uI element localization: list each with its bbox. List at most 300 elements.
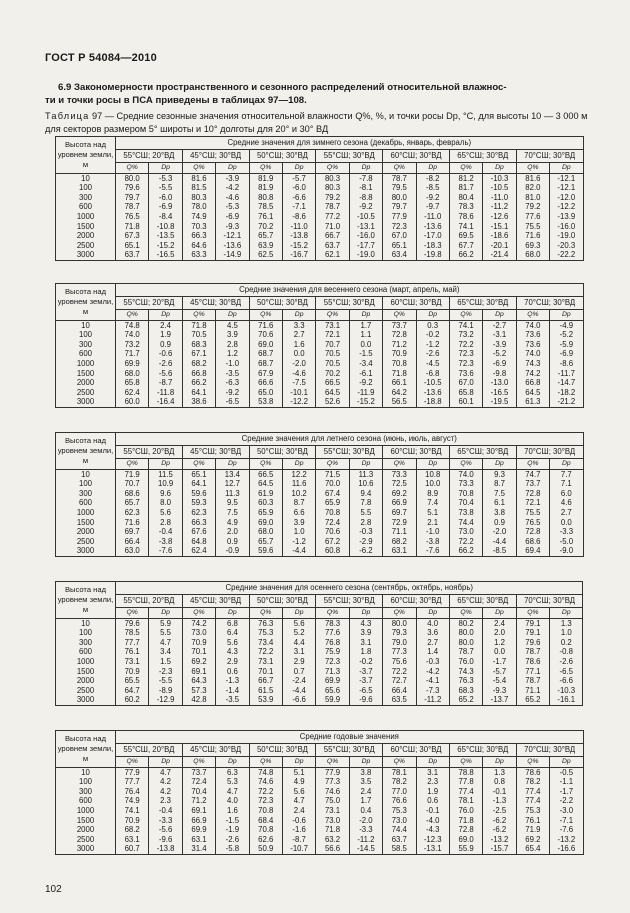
humidity-cell: 71.7 xyxy=(116,349,149,359)
dewpoint-cell: 1.5 xyxy=(149,657,182,667)
table-row xyxy=(56,489,584,499)
region-header: 50°СШ; 30°ВД xyxy=(249,446,316,459)
humidity-cell: 63.4 xyxy=(383,250,416,260)
humidity-cell: 63.3 xyxy=(182,250,215,260)
humidity-subheader: Q% xyxy=(449,310,482,321)
dewpoint-cell: -8.6 xyxy=(550,359,584,369)
dewpoint-cell: -4.0 xyxy=(416,816,449,826)
dewpoint-cell: -5.6 xyxy=(149,825,182,835)
dewpoint-cell: -1.0 xyxy=(216,359,249,369)
humidity-cell: 74.2 xyxy=(516,369,549,379)
region-header: 45°СШ; 30°ВД xyxy=(182,150,249,163)
dewpoint-cell: -11.2 xyxy=(416,695,449,705)
humidity-cell: 79.6 xyxy=(116,618,149,628)
humidity-cell: 72.3 xyxy=(449,359,482,369)
humidity-cell: 79.2 xyxy=(516,202,549,212)
dewpoint-cell: 10.0 xyxy=(416,479,449,489)
dewpoint-cell: -6.6 xyxy=(282,193,315,203)
humidity-cell: 82.0 xyxy=(516,183,549,193)
humidity-cell: 53.9 xyxy=(249,695,282,705)
humidity-cell: 71.2 xyxy=(383,340,416,350)
table-row xyxy=(56,212,584,222)
humidity-cell: 70.3 xyxy=(182,222,215,232)
dewpoint-cell: -9.6 xyxy=(349,695,382,705)
dewpoint-cell: -0.3 xyxy=(416,657,449,667)
region-header: 55°СШ; 30°ВД xyxy=(316,297,383,310)
dewpoint-cell: 7.4 xyxy=(416,498,449,508)
dewpoint-cell: -3.5 xyxy=(216,369,249,379)
humidity-subheader: Q% xyxy=(449,459,482,470)
dewpoint-cell: -4.6 xyxy=(282,369,315,379)
dewpoint-cell: 1.0 xyxy=(282,527,315,537)
humidity-cell: 64.3 xyxy=(182,676,215,686)
dewpoint-subheader: Dр xyxy=(282,459,315,470)
dewpoint-cell: 4.2 xyxy=(149,787,182,797)
humidity-cell: 77.9 xyxy=(383,212,416,222)
humidity-cell: 80.3 xyxy=(182,193,215,203)
region-header: 55°СШ; 30°ВД xyxy=(316,595,383,608)
humidity-subheader: Q% xyxy=(316,608,349,619)
humidity-cell: 81.2 xyxy=(449,173,482,183)
humidity-cell: 61.5 xyxy=(249,686,282,696)
dewpoint-cell: -5.7 xyxy=(483,667,516,677)
dewpoint-cell: -12.2 xyxy=(550,202,583,212)
dewpoint-cell: -5.8 xyxy=(216,844,249,854)
dewpoint-cell: -4.6 xyxy=(216,193,249,203)
humidity-cell: 63.7 xyxy=(383,835,416,845)
humidity-cell: 60.7 xyxy=(116,844,149,854)
humidity-cell: 74.0 xyxy=(116,330,149,340)
humidity-cell: 73.2 xyxy=(116,340,149,350)
humidity-cell: 31.4 xyxy=(182,844,215,854)
dewpoint-cell: 3.1 xyxy=(416,767,449,777)
humidity-cell: 72.1 xyxy=(316,330,349,340)
humidity-subheader: Q% xyxy=(316,163,349,174)
humidity-cell: 68.0 xyxy=(516,250,549,260)
humidity-cell: 68.2 xyxy=(383,537,416,547)
dewpoint-cell: 6.6 xyxy=(282,508,315,518)
humidity-cell: 75.5 xyxy=(516,222,549,232)
dewpoint-cell: 4.7 xyxy=(216,787,249,797)
dewpoint-cell: -6.6 xyxy=(282,695,315,705)
region-header: 55°СШ, 20°ВД xyxy=(116,446,183,459)
height-cell: 600 xyxy=(56,202,116,212)
humidity-subheader: Q% xyxy=(249,608,282,619)
dewpoint-cell: 4.0 xyxy=(216,796,249,806)
humidity-cell: 77.9 xyxy=(316,767,349,777)
humidity-cell: 73.6 xyxy=(516,330,549,340)
humidity-cell: 73.0 xyxy=(182,628,215,638)
dewpoint-cell: 6.0 xyxy=(550,489,583,499)
humidity-subheader: Q% xyxy=(316,310,349,321)
humidity-cell: 63.7 xyxy=(116,250,149,260)
dewpoint-cell: -2.5 xyxy=(483,806,516,816)
humidity-cell: 62.1 xyxy=(316,250,349,260)
humidity-cell: 78.6 xyxy=(449,212,482,222)
dewpoint-cell: 11.5 xyxy=(149,469,182,479)
humidity-cell: 69.1 xyxy=(182,667,215,677)
dewpoint-cell: 1.8 xyxy=(349,647,382,657)
dewpoint-cell: -4.4 xyxy=(282,546,315,556)
humidity-cell: 64.5 xyxy=(516,388,549,398)
humidity-subheader: Q% xyxy=(316,459,349,470)
dewpoint-cell: -15.2 xyxy=(349,397,382,407)
humidity-subheader: Q% xyxy=(249,310,282,321)
humidity-cell: 71.8 xyxy=(449,816,482,826)
dewpoint-cell: 5.6 xyxy=(282,618,315,628)
height-column-header: Высота над уровнем земли, м xyxy=(56,731,116,768)
dewpoint-cell: -1.0 xyxy=(416,527,449,537)
dewpoint-cell: -16.1 xyxy=(550,695,583,705)
season-title: Средние значения для летнего сезона (июнь, июль, август) xyxy=(116,433,584,446)
height-cell: 1500 xyxy=(56,816,116,826)
region-header: 45°СШ; 30°ВД xyxy=(182,446,249,459)
humidity-cell: 77.0 xyxy=(383,787,416,797)
humidity-cell: 70.5 xyxy=(316,349,349,359)
humidity-cell: 74.8 xyxy=(116,320,149,330)
dewpoint-cell: 1.4 xyxy=(416,647,449,657)
dewpoint-cell: -7.5 xyxy=(282,378,315,388)
humidity-cell: 66.3 xyxy=(182,231,215,241)
humidity-cell: 69.9 xyxy=(316,676,349,686)
dewpoint-cell: -2.7 xyxy=(483,320,516,330)
dewpoint-cell: -6.9 xyxy=(550,349,584,359)
humidity-cell: 79.5 xyxy=(383,183,416,193)
humidity-subheader: Q% xyxy=(383,757,416,768)
humidity-cell: 76.4 xyxy=(116,787,149,797)
dewpoint-cell: 7.5 xyxy=(216,508,249,518)
dewpoint-cell: -0.5 xyxy=(550,767,584,777)
humidity-cell: 69.7 xyxy=(116,527,149,537)
dewpoint-cell: -9.2 xyxy=(349,378,382,388)
table-row xyxy=(56,508,584,518)
dewpoint-cell: -8.7 xyxy=(282,835,315,845)
humidity-cell: 67.9 xyxy=(249,369,282,379)
humidity-cell: 77.6 xyxy=(516,212,549,222)
humidity-cell: 76.0 xyxy=(449,657,482,667)
humidity-cell: 71.8 xyxy=(316,825,349,835)
humidity-cell: 75.3 xyxy=(516,806,549,816)
dewpoint-subheader: Dр xyxy=(216,459,249,470)
dewpoint-cell: -20.3 xyxy=(550,241,583,251)
dewpoint-subheader: Dр xyxy=(349,163,382,174)
region-header: 70°СШ; 30°ВД xyxy=(516,297,583,310)
humidity-subheader: Q% xyxy=(116,757,149,768)
dewpoint-cell: 12.7 xyxy=(216,479,249,489)
dewpoint-cell: -13.6 xyxy=(216,241,249,251)
dewpoint-cell: -4.9 xyxy=(550,320,584,330)
table-caption xyxy=(45,110,595,135)
humidity-cell: 73.6 xyxy=(449,369,482,379)
humidity-cell: 70.6 xyxy=(316,527,349,537)
table-row xyxy=(56,193,584,203)
humidity-cell: 64.5 xyxy=(316,388,349,398)
dewpoint-cell: -3.8 xyxy=(416,537,449,547)
dewpoint-cell: -9.0 xyxy=(550,546,583,556)
dewpoint-cell: -7.6 xyxy=(416,546,449,556)
dewpoint-cell: -10.3 xyxy=(550,686,583,696)
dewpoint-subheader: Dр xyxy=(483,757,516,768)
height-cell: 2000 xyxy=(56,676,116,686)
humidity-cell: 73.7 xyxy=(182,767,215,777)
dewpoint-cell: 2.3 xyxy=(416,777,449,787)
dewpoint-cell: -1.4 xyxy=(216,686,249,696)
dewpoint-cell: -12.0 xyxy=(550,193,583,203)
dewpoint-cell: 2.0 xyxy=(216,527,249,537)
dewpoint-cell: -6.8 xyxy=(416,369,449,379)
dewpoint-cell: 4.9 xyxy=(282,777,315,787)
dewpoint-cell: -11.0 xyxy=(416,212,449,222)
season-title: Средние годовые значения xyxy=(116,731,584,744)
dewpoint-cell: -1.7 xyxy=(483,657,516,667)
dewpoint-cell: -3.3 xyxy=(550,527,583,537)
dewpoint-cell: 1.7 xyxy=(349,320,382,330)
season-title: Средние значения для весеннего сезона (март, апрель, май) xyxy=(116,284,584,297)
dewpoint-cell: -11.0 xyxy=(483,193,516,203)
humidity-cell: 72.3 xyxy=(449,349,482,359)
dewpoint-cell: -8.9 xyxy=(149,686,182,696)
dewpoint-cell: -3.4 xyxy=(349,359,382,369)
dewpoint-cell: 2.4 xyxy=(483,618,516,628)
humidity-cell: 74.4 xyxy=(383,825,416,835)
dewpoint-cell: 0.4 xyxy=(349,806,382,816)
height-cell: 100 xyxy=(56,479,116,489)
dewpoint-cell: 6.8 xyxy=(216,618,249,628)
humidity-cell: 80.8 xyxy=(249,193,282,203)
dewpoint-cell: -10.7 xyxy=(282,844,315,854)
table-row xyxy=(56,183,584,193)
humidity-cell: 76.3 xyxy=(449,676,482,686)
region-header: 55°СШ; 30°ВД xyxy=(316,446,383,459)
table-caption-label: Таблица xyxy=(45,111,90,121)
humidity-cell: 76.1 xyxy=(516,816,549,826)
humidity-cell: 78.5 xyxy=(249,202,282,212)
table-row xyxy=(56,796,584,806)
humidity-cell: 70.2 xyxy=(249,222,282,232)
region-header: 70°СШ; 30°ВД xyxy=(516,595,583,608)
dewpoint-subheader: Dр xyxy=(416,757,449,768)
humidity-cell: 69.1 xyxy=(182,806,215,816)
dewpoint-cell: 3.9 xyxy=(349,628,382,638)
humidity-cell: 71.0 xyxy=(316,222,349,232)
humidity-subheader: Q% xyxy=(383,310,416,321)
humidity-cell: 65.2 xyxy=(449,695,482,705)
humidity-cell: 68.0 xyxy=(116,369,149,379)
dewpoint-cell: -1.1 xyxy=(550,777,584,787)
dewpoint-cell: -19.0 xyxy=(349,250,382,260)
dewpoint-cell: 0.7 xyxy=(282,667,315,677)
humidity-cell: 72.4 xyxy=(182,777,215,787)
humidity-subheader: Q% xyxy=(249,163,282,174)
dewpoint-cell: -6.5 xyxy=(550,667,583,677)
dewpoint-cell: -5.5 xyxy=(149,183,182,193)
humidity-cell: 63.0 xyxy=(116,546,149,556)
dewpoint-cell: 0.0 xyxy=(483,647,516,657)
dewpoint-cell: -10.5 xyxy=(483,183,516,193)
dewpoint-cell: -16.6 xyxy=(550,844,584,854)
humidity-cell: 68.7 xyxy=(249,359,282,369)
region-header: 45°СШ; 30°ВД xyxy=(182,744,249,757)
humidity-cell: 74.9 xyxy=(116,796,149,806)
dewpoint-cell: -13.2 xyxy=(550,835,584,845)
dewpoint-subheader: Dр xyxy=(550,310,584,321)
dewpoint-cell: -21.2 xyxy=(550,397,584,407)
humidity-cell: 79.3 xyxy=(383,628,416,638)
dewpoint-cell: 4.9 xyxy=(216,518,249,528)
dewpoint-cell: -7.1 xyxy=(282,202,315,212)
humidity-cell: 72.2 xyxy=(449,537,482,547)
dewpoint-cell: 8.7 xyxy=(483,479,516,489)
height-cell: 300 xyxy=(56,489,116,499)
humidity-cell: 72.1 xyxy=(516,498,549,508)
dewpoint-cell: -9.2 xyxy=(216,388,249,398)
humidity-cell: 78.2 xyxy=(516,777,549,787)
height-cell: 300 xyxy=(56,340,116,350)
dewpoint-cell: -7.1 xyxy=(550,816,584,826)
humidity-cell: 77.6 xyxy=(316,628,349,638)
dewpoint-cell: -18.3 xyxy=(416,241,449,251)
humidity-cell: 71.8 xyxy=(383,369,416,379)
humidity-subheader: Q% xyxy=(116,310,149,321)
humidity-cell: 72.8 xyxy=(383,330,416,340)
height-cell: 2000 xyxy=(56,527,116,537)
dewpoint-cell: -4.2 xyxy=(416,667,449,677)
dewpoint-cell: -4.1 xyxy=(416,676,449,686)
dewpoint-subheader: Dр xyxy=(416,310,449,321)
dewpoint-cell: -5.3 xyxy=(149,173,182,183)
humidity-cell: 74.0 xyxy=(516,320,549,330)
humidity-cell: 70.2 xyxy=(316,369,349,379)
dewpoint-cell: 2.1 xyxy=(416,518,449,528)
humidity-cell: 69.4 xyxy=(516,546,549,556)
humidity-cell: 73.4 xyxy=(249,638,282,648)
height-cell: 3000 xyxy=(56,250,116,260)
humidity-cell: 80.0 xyxy=(449,638,482,648)
humidity-cell: 69.9 xyxy=(182,825,215,835)
humidity-cell: 71.8 xyxy=(116,222,149,232)
height-cell: 10 xyxy=(56,469,116,479)
humidity-cell: 69.5 xyxy=(449,231,482,241)
humidity-cell: 70.9 xyxy=(182,638,215,648)
height-column-header: Высота над уровнем земли, м xyxy=(56,137,116,174)
dewpoint-cell: 1.2 xyxy=(216,349,249,359)
humidity-cell: 74.1 xyxy=(449,320,482,330)
height-cell: 10 xyxy=(56,173,116,183)
dewpoint-subheader: Dр xyxy=(149,163,182,174)
humidity-cell: 67.1 xyxy=(182,349,215,359)
humidity-subheader: Q% xyxy=(449,608,482,619)
table-row xyxy=(56,222,584,232)
region-header: 50°СШ; 30°ВД xyxy=(249,595,316,608)
humidity-cell: 70.4 xyxy=(449,498,482,508)
humidity-cell: 66.2 xyxy=(182,378,215,388)
dewpoint-cell: -8.2 xyxy=(416,173,449,183)
height-cell: 10 xyxy=(56,767,116,777)
dewpoint-cell: 8.9 xyxy=(416,489,449,499)
humidity-cell: 64.1 xyxy=(182,479,215,489)
region-header: 60°СШ; 30°ВД xyxy=(383,297,450,310)
dewpoint-cell: 3.6 xyxy=(416,628,449,638)
humidity-cell: 66.2 xyxy=(449,546,482,556)
humidity-cell: 72.7 xyxy=(383,676,416,686)
humidity-cell: 62.5 xyxy=(249,250,282,260)
region-header: 55°СШ; 20°ВД xyxy=(116,150,183,163)
height-cell: 2000 xyxy=(56,825,116,835)
humidity-cell: 70.8 xyxy=(249,806,282,816)
dewpoint-cell: -10.1 xyxy=(282,388,315,398)
table-row xyxy=(56,388,584,398)
dewpoint-subheader: Dр xyxy=(550,459,583,470)
dewpoint-cell: 1.2 xyxy=(483,638,516,648)
humidity-cell: 63.1 xyxy=(383,546,416,556)
dewpoint-cell: -3.3 xyxy=(349,825,382,835)
table-row xyxy=(56,618,583,628)
humidity-cell: 68.6 xyxy=(116,489,149,499)
humidity-cell: 76.6 xyxy=(383,796,416,806)
humidity-cell: 81.5 xyxy=(182,183,215,193)
humidity-cell: 68.6 xyxy=(516,537,549,547)
humidity-cell: 78.5 xyxy=(116,628,149,638)
dewpoint-cell: -10.3 xyxy=(483,173,516,183)
table-section xyxy=(55,283,584,408)
dewpoint-cell: -18.6 xyxy=(483,231,516,241)
humidity-cell: 67.0 xyxy=(449,378,482,388)
dewpoint-cell: -13.8 xyxy=(149,844,182,854)
humidity-cell: 62.3 xyxy=(182,508,215,518)
dewpoint-cell: -12.9 xyxy=(149,695,182,705)
dewpoint-cell: -16.0 xyxy=(349,231,382,241)
humidity-cell: 62.6 xyxy=(249,835,282,845)
dewpoint-cell: -12.1 xyxy=(550,173,583,183)
height-cell: 600 xyxy=(56,647,116,657)
dewpoint-cell: 0.0 xyxy=(550,518,583,528)
height-cell: 3000 xyxy=(56,397,116,407)
dewpoint-cell: -3.7 xyxy=(349,667,382,677)
humidity-cell: 77.2 xyxy=(316,212,349,222)
humidity-cell: 72.2 xyxy=(383,667,416,677)
dewpoint-subheader: Dр xyxy=(282,310,315,321)
dewpoint-cell: -5.0 xyxy=(550,537,583,547)
humidity-cell: 65.5 xyxy=(116,676,149,686)
humidity-cell: 81.6 xyxy=(182,173,215,183)
dewpoint-cell: -16.5 xyxy=(149,250,182,260)
dewpoint-cell: -1.3 xyxy=(216,676,249,686)
humidity-cell: 67.2 xyxy=(316,537,349,547)
dewpoint-cell: 0.0 xyxy=(349,340,382,350)
dewpoint-cell: 1.3 xyxy=(550,618,583,628)
height-cell: 1500 xyxy=(56,222,116,232)
dewpoint-cell: 4.7 xyxy=(282,796,315,806)
dewpoint-subheader: Dр xyxy=(216,757,249,768)
region-header: 55°СШ, 20°ВД xyxy=(116,744,183,757)
humidity-cell: 73.0 xyxy=(383,816,416,826)
humidity-cell: 63.5 xyxy=(383,695,416,705)
dewpoint-cell: 4.7 xyxy=(149,638,182,648)
humidity-cell: 64.6 xyxy=(182,241,215,251)
humidity-subheader: Q% xyxy=(116,608,149,619)
dewpoint-cell: 3.8 xyxy=(483,508,516,518)
humidity-cell: 65.1 xyxy=(182,469,215,479)
height-cell: 2000 xyxy=(56,378,116,388)
table-row xyxy=(56,638,583,648)
humidity-cell: 68.0 xyxy=(249,527,282,537)
humidity-cell: 63.2 xyxy=(316,835,349,845)
dewpoint-cell: -1.2 xyxy=(416,340,449,350)
dewpoint-cell: -6.5 xyxy=(349,686,382,696)
dewpoint-cell: -7.6 xyxy=(149,546,182,556)
dewpoint-subheader: Dр xyxy=(216,163,249,174)
table-row xyxy=(56,359,584,369)
